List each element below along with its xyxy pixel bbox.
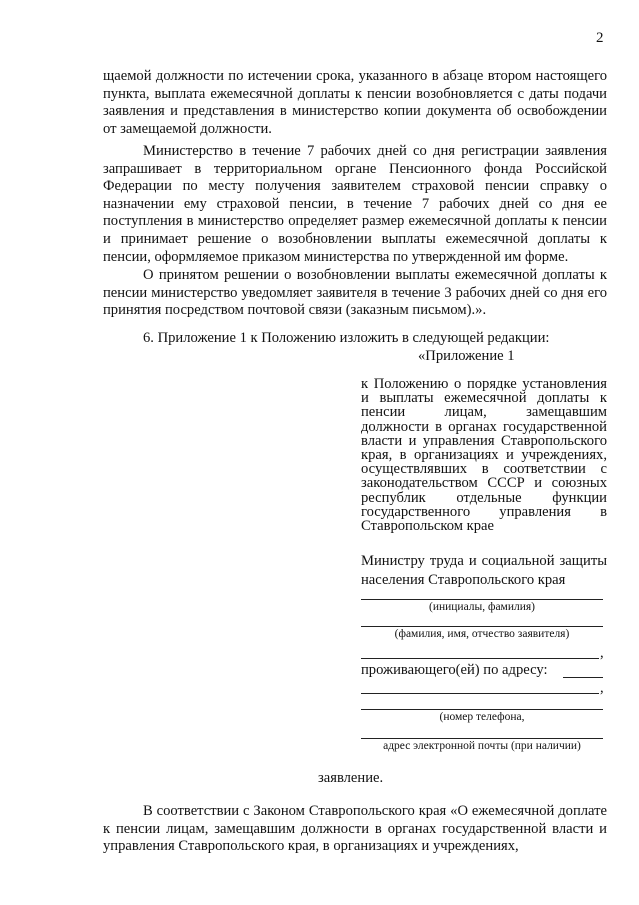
email-line: [361, 738, 603, 739]
applicant-extra-line: [361, 658, 599, 659]
paragraph-statement-body: В соответствии с Законом Ставропольского края «О ежемесячной доплате к пенсии лицам, замещавшим должности в органах государственной власти и управления Ставропольского края, в организациях и учреждениях,: [103, 803, 607, 855]
phone-line: [361, 709, 603, 710]
page-number: 2: [596, 30, 604, 46]
appendix-title: «Приложение 1: [418, 348, 515, 364]
paragraph-notification: О принятом решении о возобновлении выплаты ежемесячной доплаты к пенсии министерство уведомляет заявителя в течение 3 рабочих дней со дня его принятия посредством почтовой связи (заказным письмом).».: [103, 267, 607, 319]
address-label: проживающего(ей) по адресу:: [361, 662, 548, 678]
comma-2: ,: [600, 680, 604, 696]
appendix-description: к Положению о порядке установления и выплаты ежемесячной доплаты к пенсии лицам, замещавшим должности в органах государственной власти и управления Ставропольского края, в организациях и учреждениях, осуществлявших в соответствии с законодательством СССР и союзных республик отдельные функции государственного управления в Ставропольском крае: [361, 376, 607, 535]
statement-title: заявление.: [318, 770, 384, 786]
paragraph-ministry-request: Министерство в течение 7 рабочих дней со дня регистрации заявления запрашивает в территориальном органе Пенсионного фонда Российской Федерации по месту получения заявителем страховой пенсии справку о назначении ему страховой пенсии, в течение 7 рабочих дней со дня ее поступления в министерство определяет размер ежемесячной доплаты к пенсии и принимает решение о возобновлении выплаты ежемесячной доплаты к пенсии, оформляемое приказом министерства по утвержденной им форме.: [103, 143, 607, 265]
paragraph-continuation: щаемой должности по истечении срока, указанного в абзаце втором настоящего пункта, выплата ежемесячной доплаты к пенсии возобновляется с даты подачи заявления и представления в министерство копии документа об освобождении от замещаемой должности.: [103, 68, 607, 137]
caption-phone: (номер телефона,: [439, 711, 525, 723]
form-addressee: Министру труда и социальной защиты населения Ставропольского края: [361, 553, 607, 588]
applicant-name-line: [361, 626, 603, 627]
address-line: [361, 693, 599, 694]
caption-email: адрес электронной почты (при наличии): [383, 740, 581, 752]
caption-initials: (инициалы, фамилия): [428, 601, 536, 613]
initials-line: [361, 599, 603, 600]
address-line-inline: [563, 677, 603, 678]
comma-1: ,: [600, 645, 604, 661]
paragraph-amendment: 6. Приложение 1 к Положению изложить в следующей редакции:: [143, 330, 550, 346]
caption-applicant: (фамилия, имя, отчество заявителя): [394, 628, 570, 640]
